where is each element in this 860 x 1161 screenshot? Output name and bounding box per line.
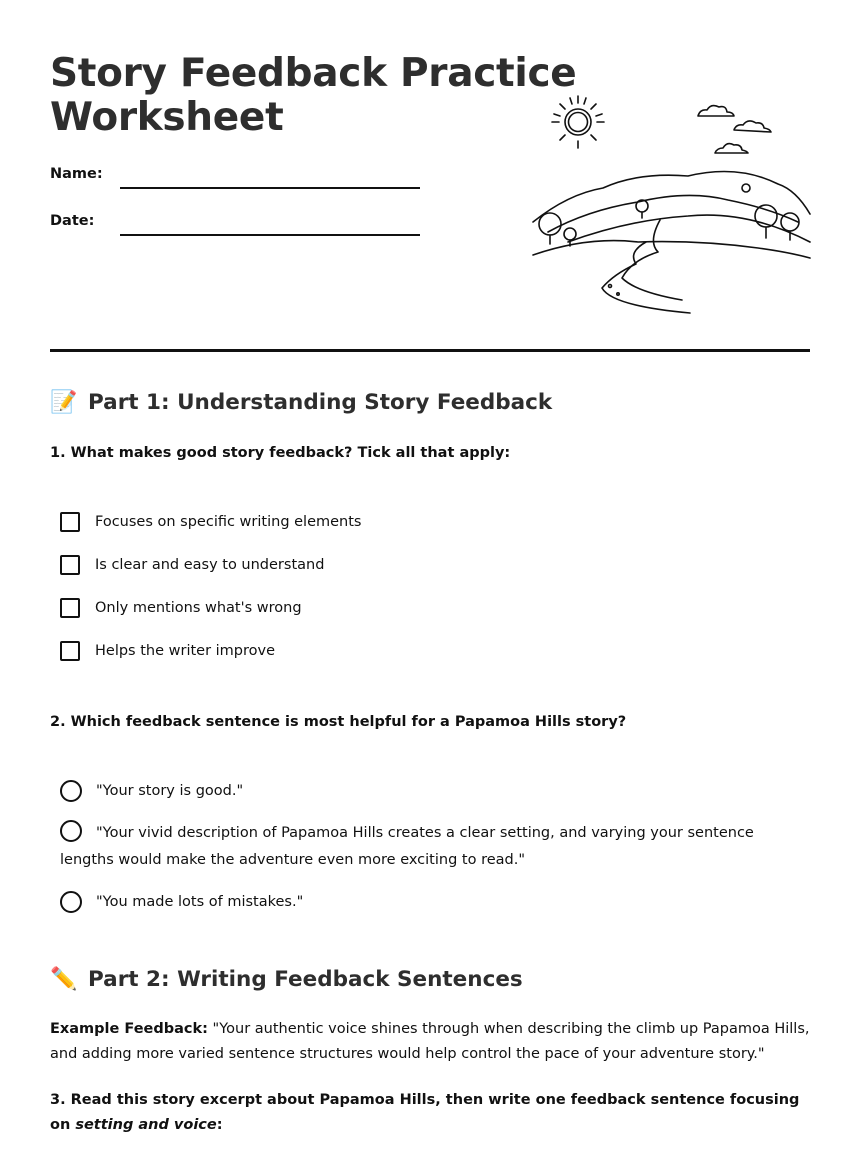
example-text: "Your authentic voice shines through when describing the climb up Papamoa Hills, and adding more varied sentence structures would help control the pace of your adventure story." <box>50 1021 810 1062</box>
q1-option-4[interactable] <box>60 641 275 661</box>
title-line-2: Worksheet <box>50 95 284 140</box>
cloud-icon <box>698 106 771 153</box>
q1-option-label: Is clear and easy to understand <box>95 557 325 573</box>
title-line-1: Story Feedback Practice <box>50 51 577 96</box>
q2-option-3[interactable] <box>60 891 303 913</box>
checkbox[interactable] <box>60 641 80 661</box>
checkbox[interactable] <box>60 598 80 618</box>
checkbox[interactable] <box>60 555 80 575</box>
part2-heading <box>50 967 523 992</box>
q1-option-1[interactable] <box>60 512 361 532</box>
page-title <box>50 52 576 140</box>
question-3-end: : <box>216 1117 223 1133</box>
question-2: 2. Which feedback sentence is most helpful for a Papamoa Hills story? <box>50 714 627 730</box>
question-1: 1. What makes good story feedback? Tick all that apply: <box>50 445 511 461</box>
hills-landscape-icon <box>528 92 812 318</box>
q1-option-3[interactable] <box>60 598 302 618</box>
q1-option-label: Only mentions what's wrong <box>95 600 302 616</box>
section-divider <box>50 349 810 352</box>
tree-icon <box>539 184 799 246</box>
name-field[interactable] <box>120 187 420 189</box>
date-field[interactable] <box>120 234 420 236</box>
part1-heading-text: Part 1: Understanding Story Feedback <box>88 390 553 415</box>
q2-option-label: "You made lots of mistakes." <box>96 894 304 910</box>
radio-button[interactable] <box>60 891 82 913</box>
question-3-text: 3. Read this story excerpt about Papamoa Hills, then write one feedback sentence focusing on <box>50 1092 800 1133</box>
q2-option-label: "Your vivid description of Papamoa Hills creates a clear setting, and varying your sentence lengths would make the adventure even more exciting to read." <box>60 825 754 868</box>
radio-button[interactable] <box>60 820 82 842</box>
q2-option-1[interactable] <box>60 780 243 802</box>
memo-icon: 📝 <box>50 390 78 415</box>
q1-option-label: Helps the writer improve <box>95 643 276 659</box>
date-label: Date: <box>50 213 95 229</box>
sun-icon <box>552 96 604 148</box>
checkbox[interactable] <box>60 512 80 532</box>
part2-heading-text: Part 2: Writing Feedback Sentences <box>88 967 523 992</box>
pencil-icon: ✏️ <box>50 967 78 992</box>
q1-option-2[interactable] <box>60 555 324 575</box>
question-3-emphasis: setting and voice <box>75 1117 217 1133</box>
part1-heading <box>50 390 552 415</box>
question-3 <box>50 1088 815 1138</box>
q2-option-2[interactable] <box>60 820 810 874</box>
example-label: Example Feedback: <box>50 1021 208 1037</box>
q1-option-label: Focuses on specific writing elements <box>95 514 362 530</box>
radio-button[interactable] <box>60 780 82 802</box>
q2-option-label: "Your story is good." <box>96 783 244 799</box>
example-feedback <box>50 1017 815 1067</box>
name-label: Name: <box>50 166 103 182</box>
